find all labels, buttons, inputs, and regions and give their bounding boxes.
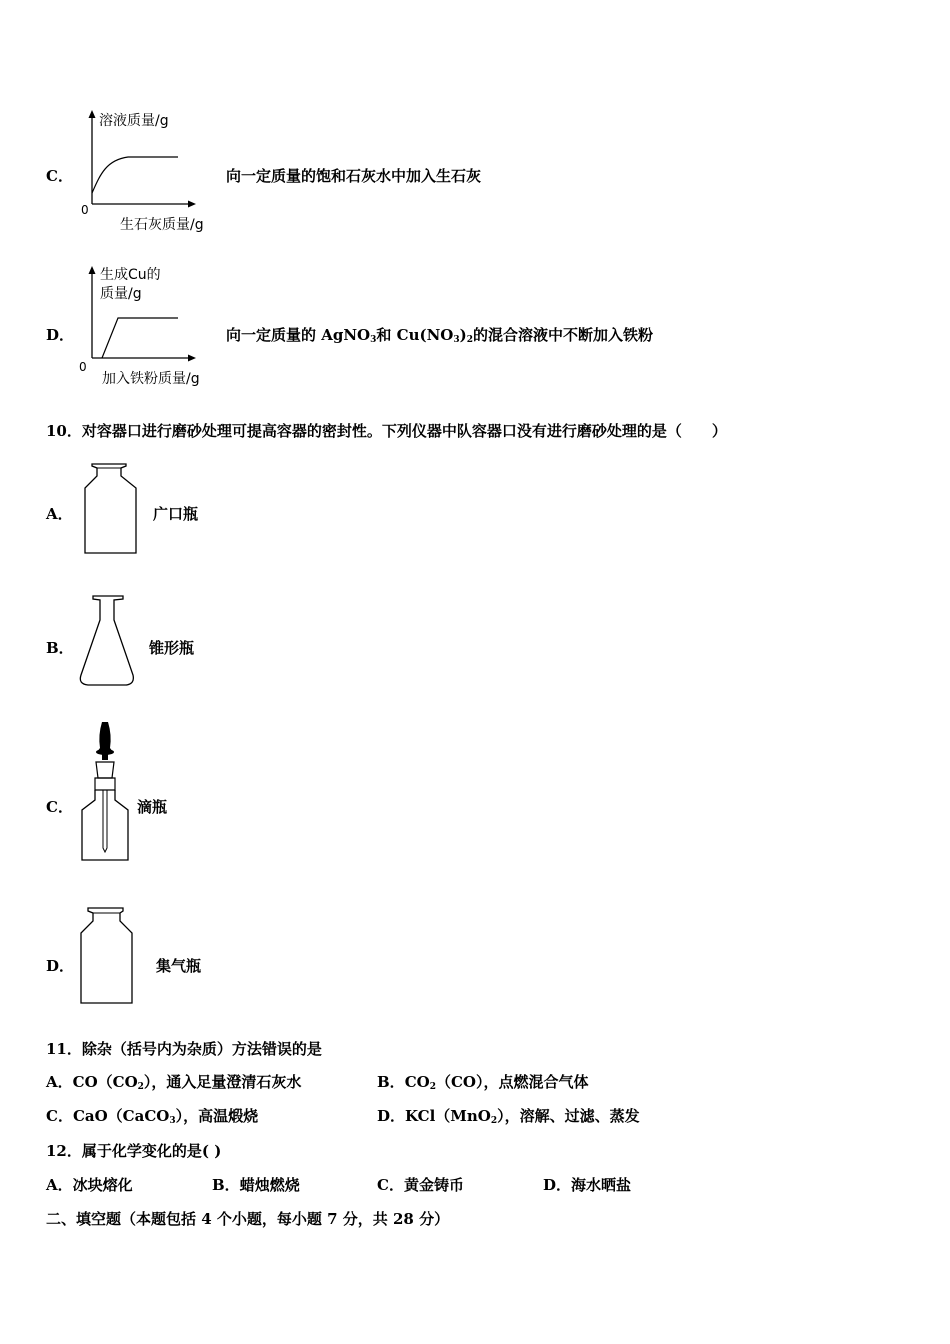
q11-option-b[interactable]: B．$CO_2(CO)$，点燃混合气体 [377, 1073, 589, 1092]
q9-option-c-origin: 0 [81, 203, 89, 217]
q10-stem: 10．对容器口进行磨砂处理可提高容器的密封性。下列仪器中队容器口没有进行磨砂处理的是（ ） [46, 422, 727, 440]
q12-option-a[interactable]: A．冰块熔化 [46, 1176, 133, 1194]
q9-option-d-y-axis-label-line1: 生成Cu的 [100, 267, 161, 283]
q11-option-d[interactable]: D．KCl（MnO$_2$），溶解、过滤、蒸发 [377, 1107, 640, 1126]
q9-option-c-y-axis-label: 溶液质量/g [99, 113, 169, 129]
q10-option-a-text: 广口瓶 [153, 505, 199, 523]
q10-option-b-text: 锥形瓶 [149, 639, 195, 657]
q9-option-c-description: 向一定质量的饱和石灰水中加入生石灰 [226, 167, 482, 185]
q9-option-c-label[interactable]: C． [46, 167, 73, 185]
q12-option-b[interactable]: B．蜡烛燃烧 [212, 1176, 300, 1194]
q10-option-c-text: 滴瓶 [137, 798, 168, 816]
q9-option-d-description: 向一定质量的 AgNO$_3$和 $Cu(NO_3)_2$的混合溶液中不断加入铁粉 [226, 326, 654, 345]
q9-option-d-y-axis-label-line2: 质量/g [100, 286, 142, 302]
q12-stem: 12．属于化学变化的是( ) [46, 1142, 222, 1160]
q9-option-d-x-axis-label: 加入铁粉质量/g [102, 371, 200, 387]
q10-option-d-text: 集气瓶 [156, 957, 202, 975]
q11-option-a[interactable]: A．$CO(CO_2)$，通入足量澄清石灰水 [46, 1073, 302, 1092]
q12-option-c[interactable]: C．黄金铸币 [377, 1176, 464, 1194]
q10-option-d-label[interactable]: D． [46, 957, 75, 975]
q9-option-c-x-axis-label: 生石灰质量/g [120, 217, 204, 233]
q11-option-c[interactable]: C．CaO（CaCO$_3$），高温煅烧 [46, 1107, 259, 1126]
q12-option-d[interactable]: D．海水晒盐 [543, 1176, 632, 1194]
q11-stem: 11．除杂（括号内为杂质）方法错误的是 [46, 1040, 322, 1058]
q10-option-b-label[interactable]: B． [46, 639, 74, 657]
q10-option-c-label[interactable]: C． [46, 798, 73, 816]
q10-option-a-label[interactable]: A． [46, 505, 73, 523]
section2-title: 二、填空题（本题包括 4 个小题，每小题 7 分，共 28 分） [46, 1210, 450, 1228]
q9-option-d-label[interactable]: D． [46, 326, 75, 344]
q9-option-d-origin: 0 [79, 360, 87, 374]
